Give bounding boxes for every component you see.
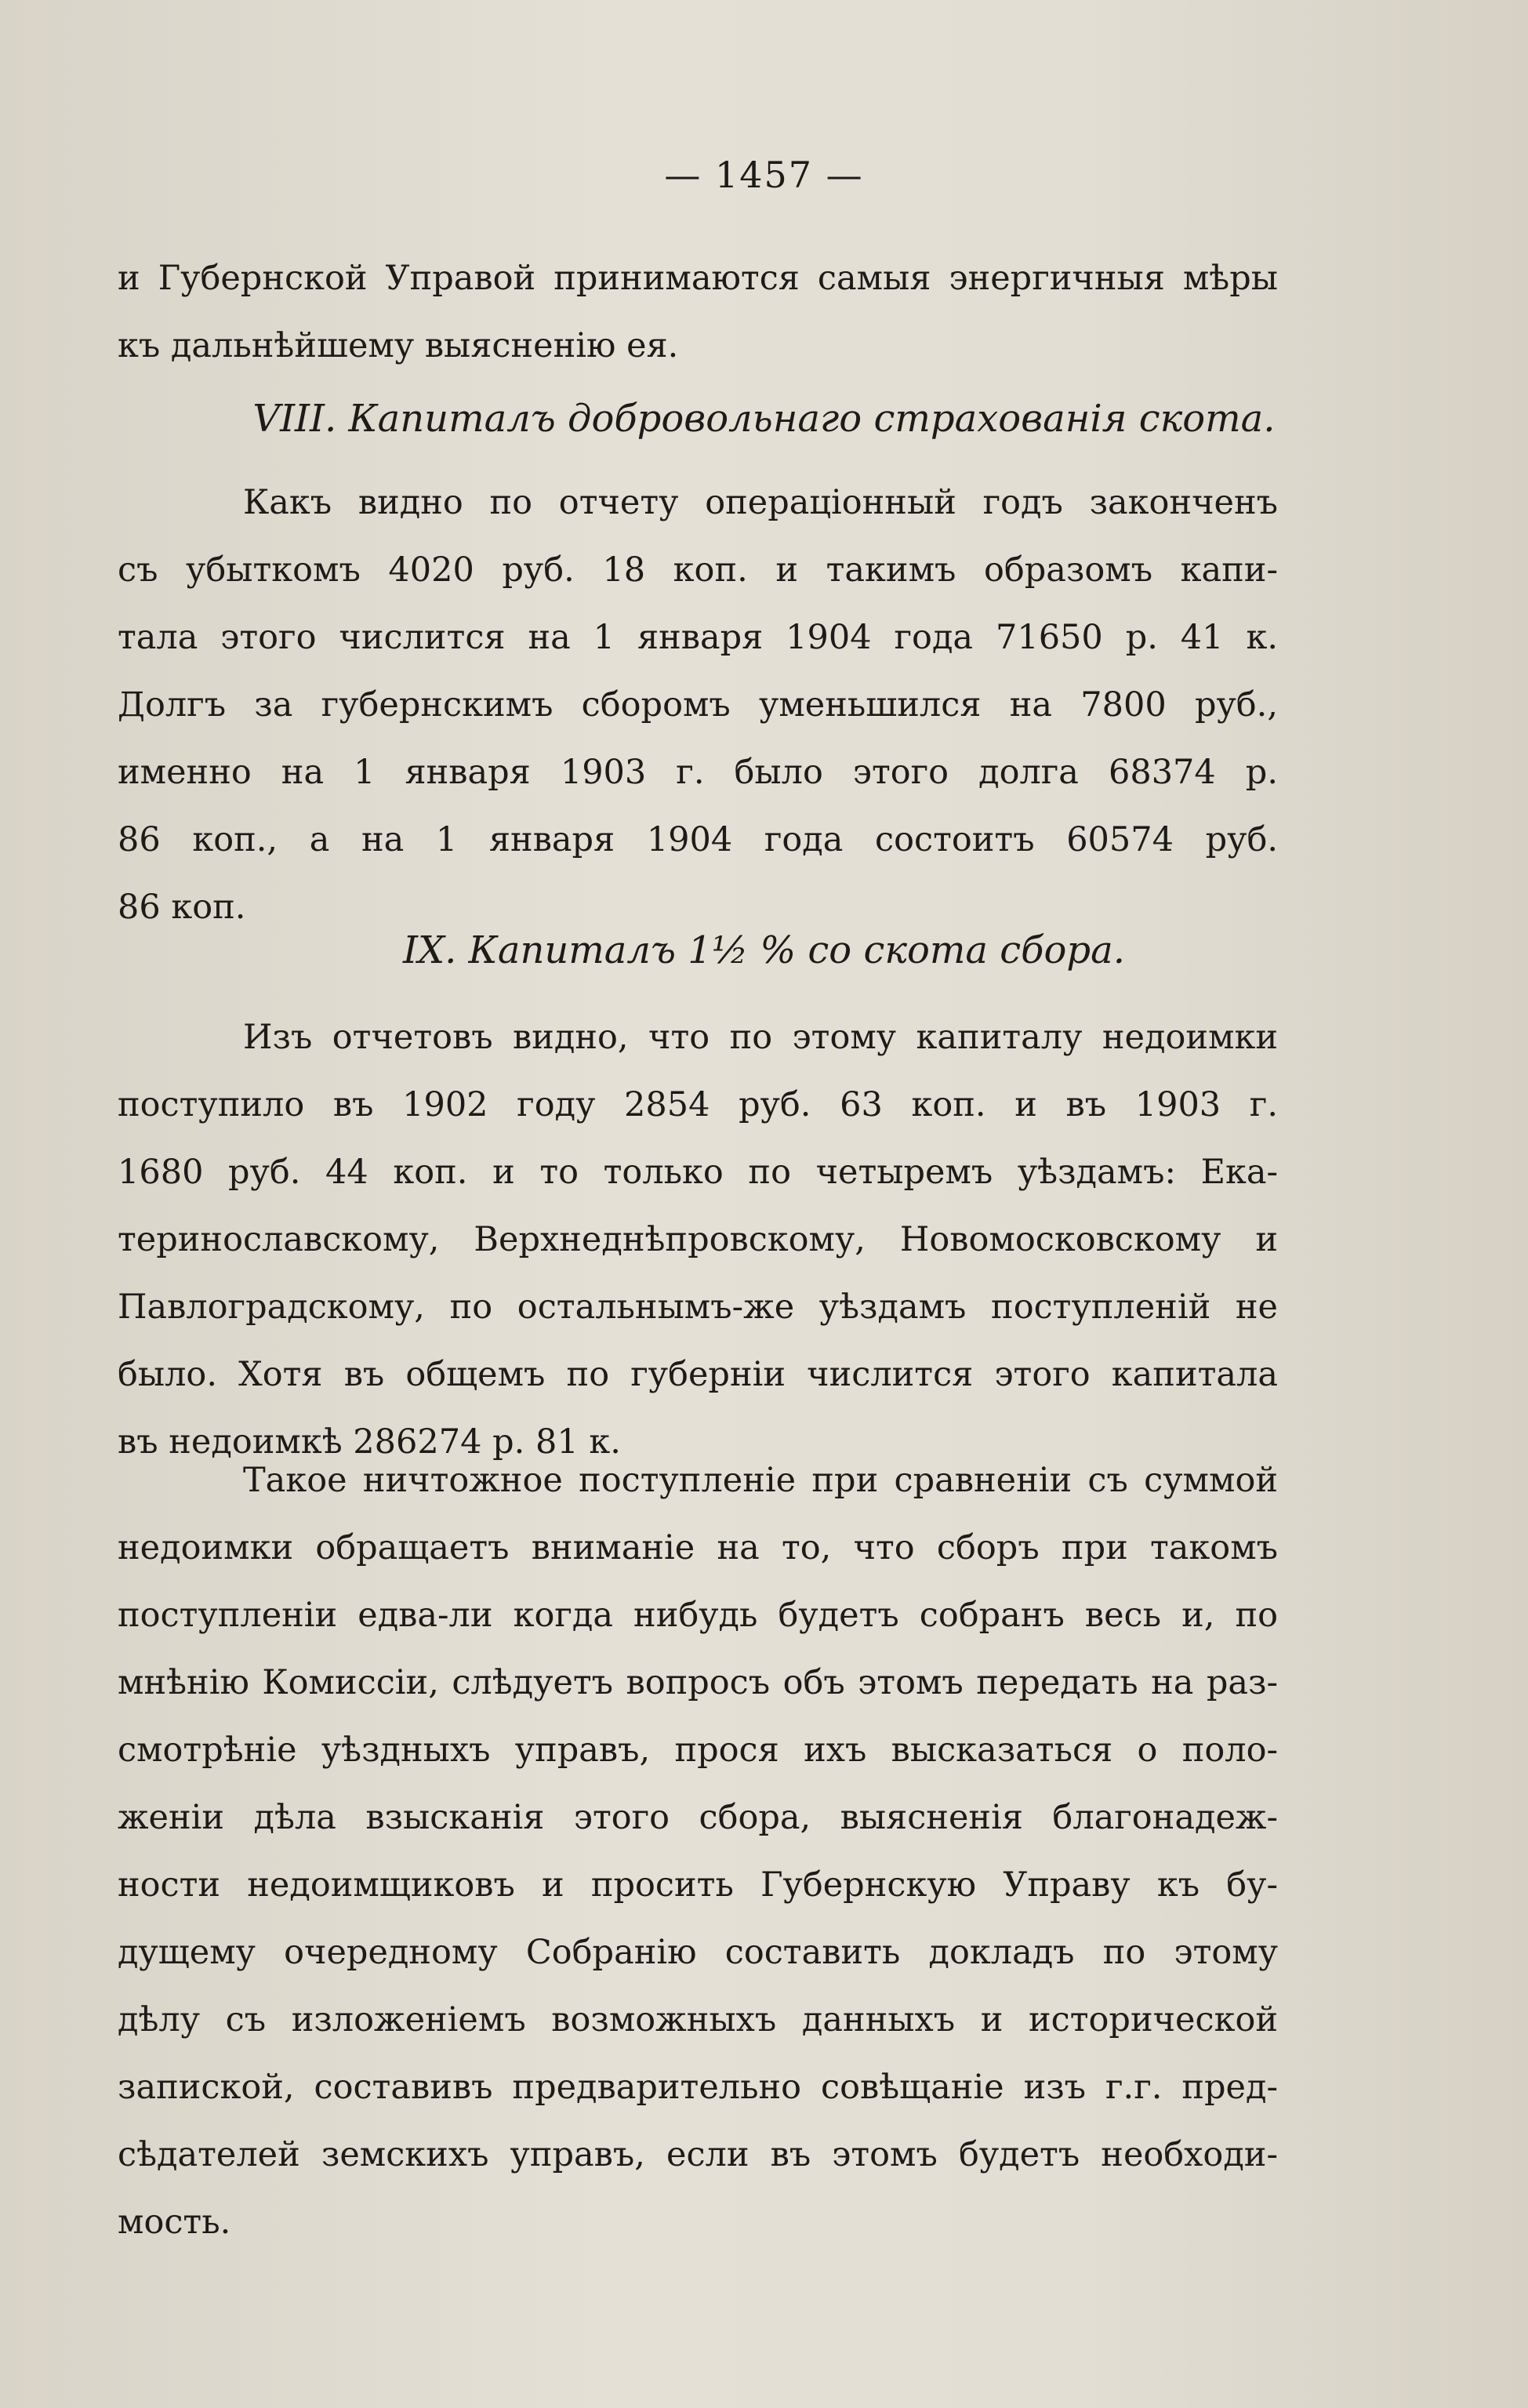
section-8-line: тала этого числится на 1 января 1904 года 71650 р. 41 к. — [118, 618, 1278, 657]
section-9-line: 1680 руб. 44 коп. и то только по четыремъ уѣздамъ: Ека- — [118, 1153, 1278, 1192]
section-9-line: недоимки обращаетъ вниманіе на то, что сборъ при такомъ — [118, 1528, 1278, 1567]
intro-line: и Губернской Управой принимаются самыя энергичныя мѣры — [118, 259, 1278, 298]
section-9-line: Изъ отчетовъ видно, что по этому капиталу недоимки — [243, 1018, 1278, 1057]
section-9-heading: IX. Капиталъ 1½ % со скота сбора. — [403, 928, 1125, 972]
section-9-paragraph-2 — [118, 1447, 1278, 2256]
section-8-line: Какъ видно по отчету операціонный годъ законченъ — [243, 483, 1278, 522]
section-9-line: поступленіи едва-ли когда нибудь будетъ собранъ весь и, по — [118, 1596, 1278, 1635]
section-9-line: было. Хотя въ общемъ по губерніи числится этого капитала — [118, 1355, 1278, 1394]
section-9-line: женіи дѣла взысканія этого сбора, выясненія благонадеж- — [118, 1798, 1278, 1837]
section-8-line: 86 коп. — [118, 888, 246, 927]
section-9-line: дущему очередному Собранію составить докладъ по этому — [118, 1933, 1278, 1972]
section-8-line: Долгъ за губернскимъ сборомъ уменьшился на 7800 руб., — [118, 685, 1278, 725]
section-9-line: ности недоимщиковъ и просить Губернскую Управу къ бу- — [118, 1865, 1278, 1905]
section-9-line: мость. — [118, 2203, 231, 2242]
section-9-line: теринославскому, Верхнеднѣпровскому, Новомосковскому и — [118, 1220, 1278, 1259]
section-9-line: дѣлу съ изложеніемъ возможныхъ данныхъ и исторической — [118, 2000, 1278, 2039]
section-9-line: смотрѣніе уѣздныхъ управъ, прося ихъ высказаться о поло- — [118, 1731, 1278, 1770]
page-number: — 1457 — — [664, 154, 864, 196]
section-9-line: Павлоградскому, по остальнымъ-же уѣздамъ поступленій не — [118, 1288, 1278, 1327]
section-9-paragraph-1 — [118, 1004, 1278, 1476]
intro-line: къ дальнѣйшему выясненію ея. — [118, 326, 679, 365]
section-9-line: запиской, составивъ предварительно совѣщаніе изъ г.г. пред- — [118, 2068, 1278, 2107]
section-9-line: поступило въ 1902 году 2854 руб. 63 коп. и въ 1903 г. — [118, 1085, 1278, 1124]
section-8-line: именно на 1 января 1903 г. было этого долга 68374 р. — [118, 753, 1278, 792]
section-8-text — [118, 469, 1278, 941]
intro-text — [118, 245, 1278, 380]
section-9-line: сѣдателей земскихъ управъ, если въ этомъ будетъ необходи- — [118, 2135, 1278, 2174]
section-9-line: въ недоимкѣ 286274 р. 81 к. — [118, 1422, 621, 1462]
section-8-heading: VIII. Капиталъ добровольнаго страхованія скота. — [252, 397, 1276, 441]
section-9-line: мнѣнію Комиссіи, слѣдуетъ вопросъ объ этомъ передать на раз- — [118, 1663, 1278, 1702]
section-9-line: Такое ничтожное поступленіе при сравненіи съ суммой — [243, 1461, 1278, 1500]
section-8-line: 86 коп., а на 1 января 1904 года состоитъ 60574 руб. — [118, 820, 1278, 859]
section-8-line: съ убыткомъ 4020 руб. 18 коп. и такимъ образомъ капи- — [118, 550, 1278, 590]
